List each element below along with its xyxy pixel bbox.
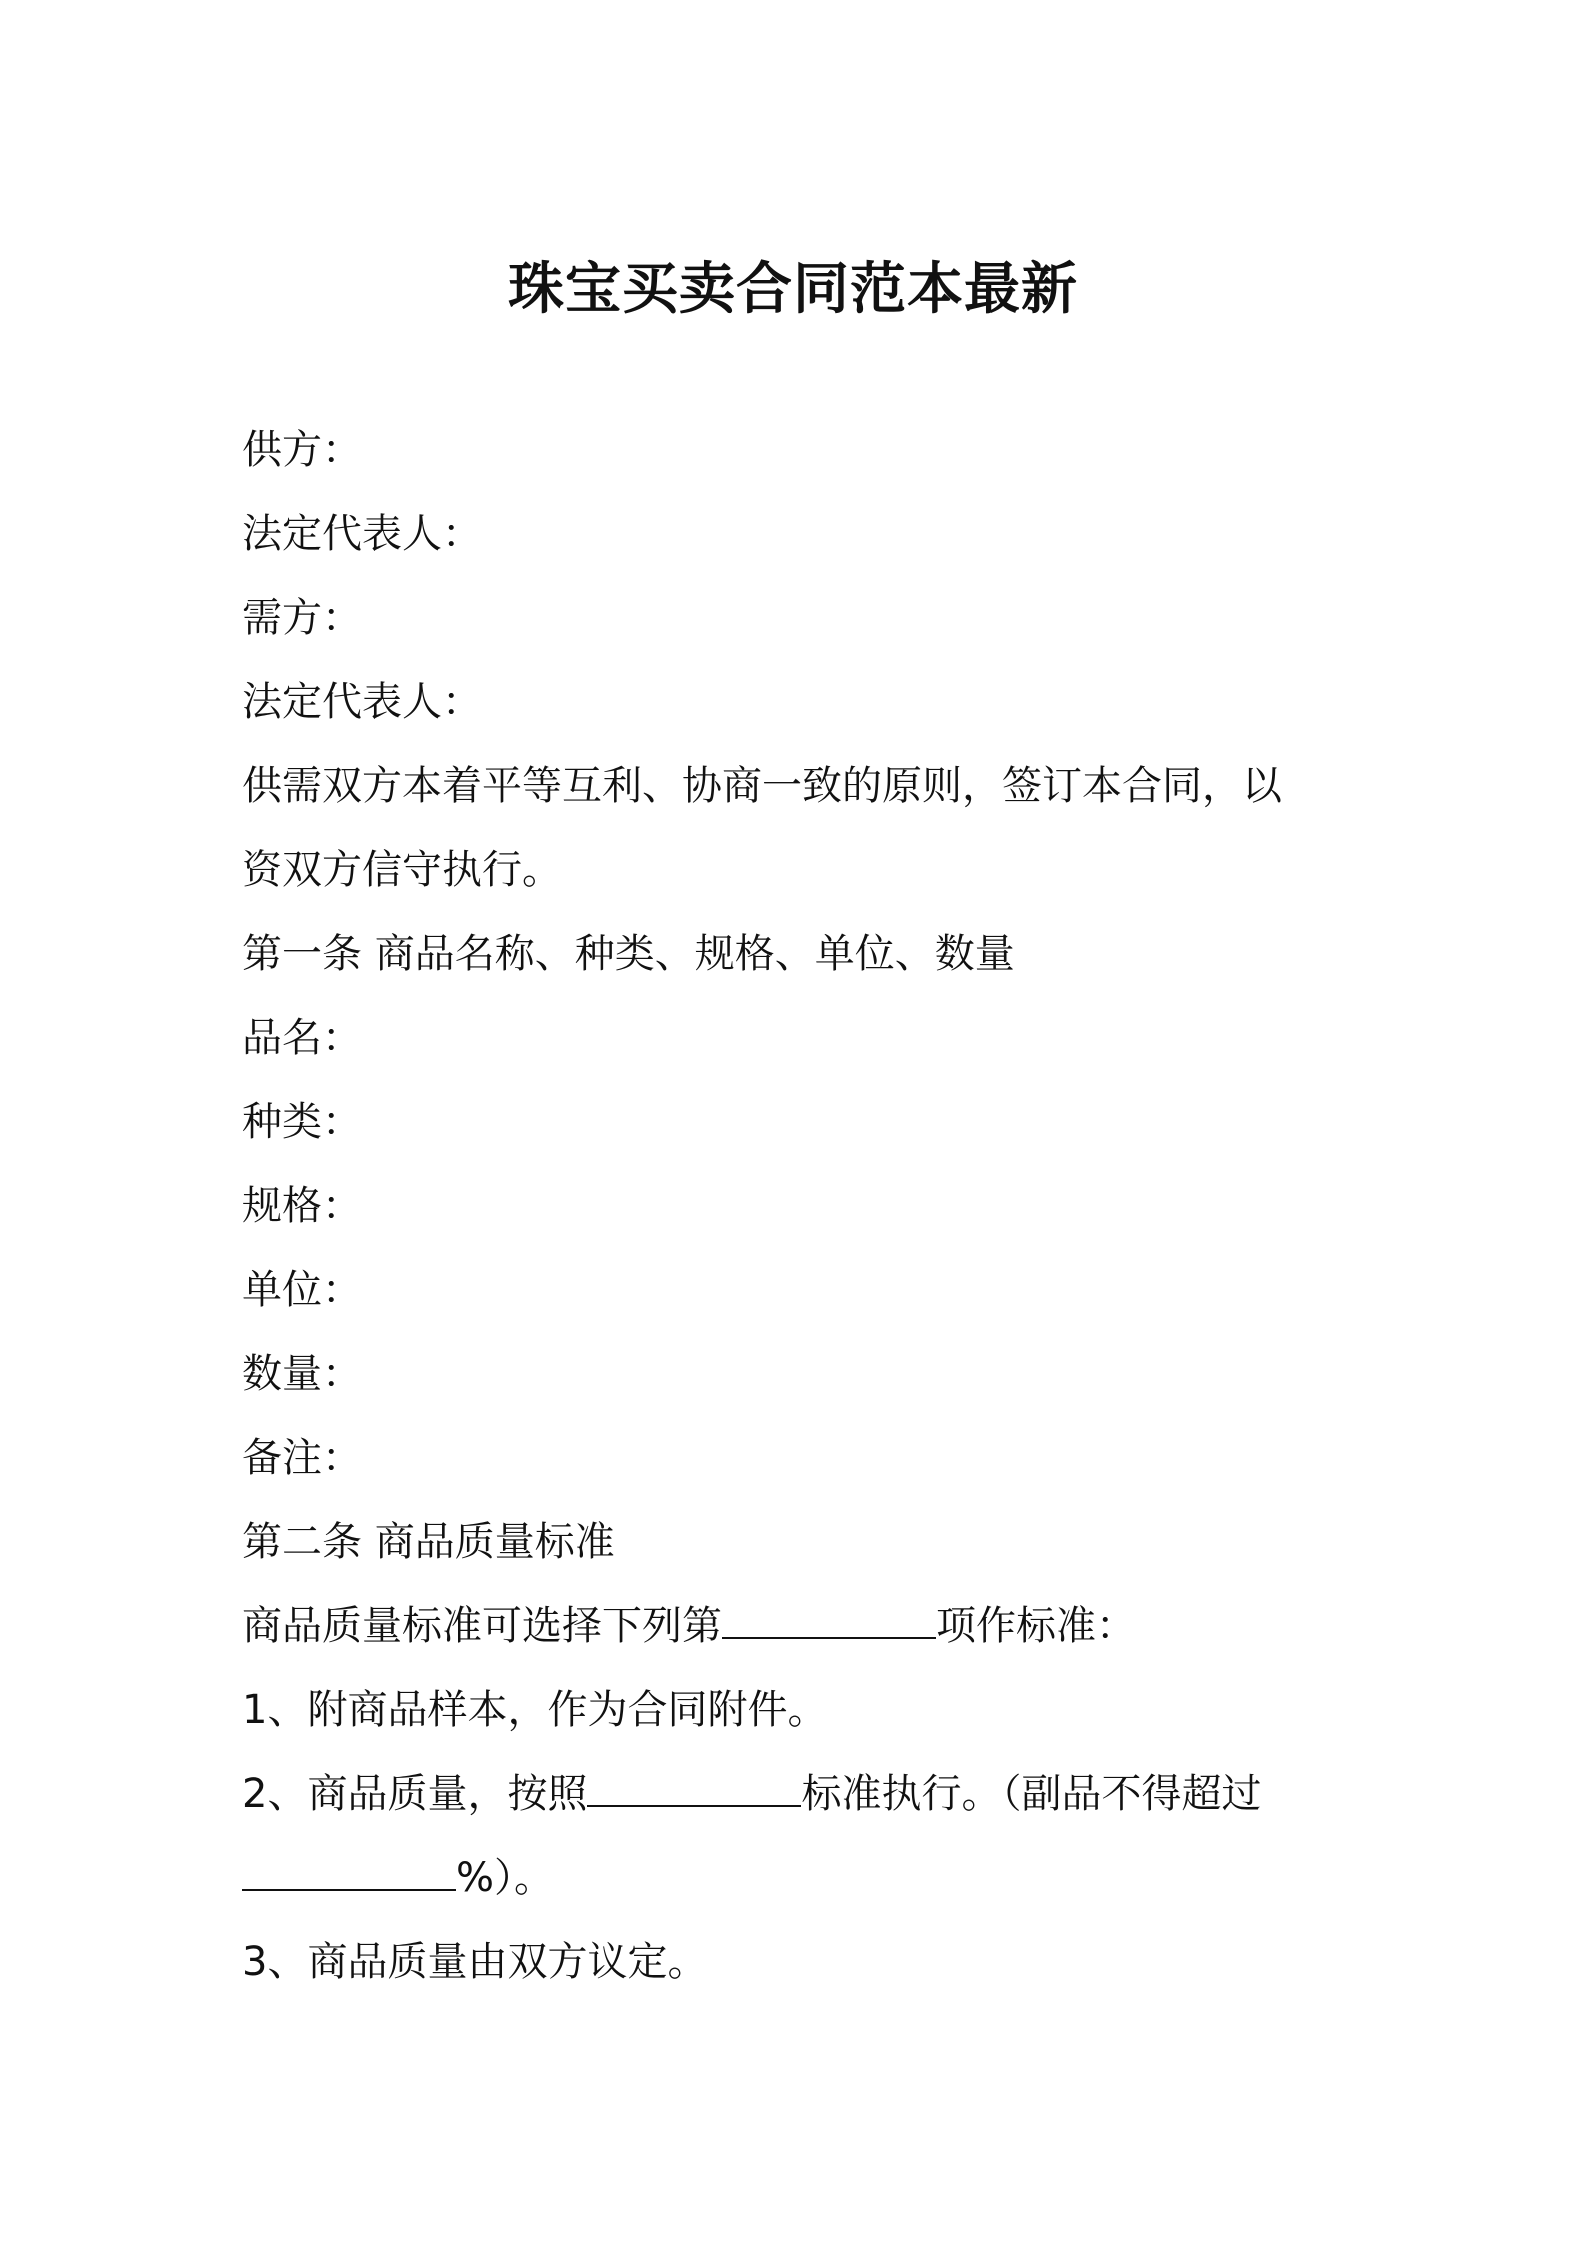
quality-item-2-suffix: 标准执行。（副品不得超过 xyxy=(801,1771,1262,1817)
remarks-line: 备注： xyxy=(242,1435,362,1481)
product-name-line: 品名： xyxy=(242,1015,362,1061)
quality-select-suffix: 项作标准： xyxy=(936,1603,1136,1649)
document-title: 珠宝买卖合同范本最新 xyxy=(508,257,1078,322)
quality-select-line xyxy=(242,1584,1362,1668)
quality-standard-blank xyxy=(587,1771,801,1807)
quality-item-2-continued xyxy=(242,1836,1362,1920)
supplier-representative-line: 法定代表人： xyxy=(242,511,482,557)
quality-item-2-cont-suffix: %）。 xyxy=(456,1855,555,1901)
buyer-line: 需方： xyxy=(242,595,362,641)
quality-item-3: 3、商品质量由双方议定。 xyxy=(242,1939,708,1985)
buyer-representative-line: 法定代表人： xyxy=(242,679,482,725)
product-type-line: 种类： xyxy=(242,1099,362,1145)
article-2-heading: 第二条 商品质量标准 xyxy=(242,1519,615,1565)
quality-item-blank xyxy=(722,1603,936,1639)
defect-percent-blank xyxy=(242,1855,456,1891)
quality-item-2 xyxy=(242,1752,1362,1836)
quality-item-1: 1、附商品样本，作为合同附件。 xyxy=(242,1687,828,1733)
product-quantity-line: 数量： xyxy=(242,1351,362,1397)
document-body xyxy=(242,408,1362,2004)
preamble-line-2: 资双方信守执行。 xyxy=(242,847,562,893)
quality-item-2-prefix: 2、商品质量，按照 xyxy=(242,1771,588,1817)
supplier-line: 供方： xyxy=(242,427,362,473)
preamble-line-1: 供需双方本着平等互利、协商一致的原则，签订本合同，以 xyxy=(242,763,1282,809)
quality-select-prefix: 商品质量标准可选择下列第 xyxy=(242,1603,722,1649)
article-1-heading: 第一条 商品名称、种类、规格、单位、数量 xyxy=(242,931,1015,977)
product-unit-line: 单位： xyxy=(242,1267,362,1313)
product-spec-line: 规格： xyxy=(242,1183,362,1229)
